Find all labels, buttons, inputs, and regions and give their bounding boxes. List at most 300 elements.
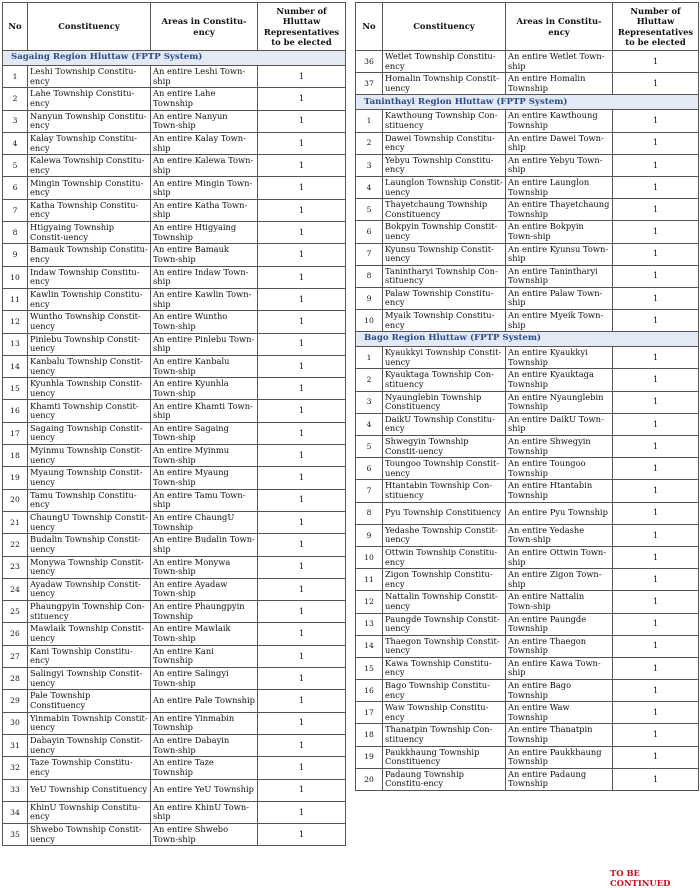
area-cell: An entire Lahe Township: [151, 88, 258, 110]
table-row: [356, 458, 699, 480]
area-cell: An entire Dabayin Town-ship: [151, 734, 258, 756]
row-number: 8: [3, 222, 28, 244]
table-row: [356, 613, 699, 635]
row-number: 9: [356, 524, 383, 546]
reps-cell: 1: [613, 73, 699, 95]
constituency-cell: Palaw Township Constitu-ency: [383, 287, 506, 309]
table-row: [3, 668, 346, 690]
row-number: 7: [356, 243, 383, 265]
row-number: 17: [356, 702, 383, 724]
reps-cell: 1: [613, 436, 699, 458]
constituency-cell: Kalay Township Constitu-ency: [28, 132, 151, 154]
table-row: [356, 154, 699, 176]
constituency-cell: Kanbalu Township Constit-uency: [28, 355, 151, 377]
table-row: [356, 176, 699, 198]
area-cell: An entire Mingin Town-ship: [151, 177, 258, 199]
area-cell: An entire Bago Township: [506, 680, 613, 702]
table-row: [3, 422, 346, 444]
reps-cell: 1: [613, 369, 699, 391]
constituency-cell: Yinmabin Township Constit-uency: [28, 712, 151, 734]
reps-cell: 1: [258, 333, 346, 355]
area-cell: An entire YeU Township: [151, 779, 258, 801]
row-number: 16: [356, 680, 383, 702]
area-cell: An entire Kanbalu Town-ship: [151, 355, 258, 377]
reps-cell: 1: [613, 154, 699, 176]
constituency-cell: Thanatpin Township Con-stituency: [383, 724, 506, 746]
row-number: 15: [356, 657, 383, 679]
header-row: [356, 3, 699, 51]
table-row: [356, 51, 699, 73]
to-be-continued-label: TO BE CONTINUED: [610, 868, 671, 888]
table-row: [356, 73, 699, 95]
table-row: [356, 702, 699, 724]
reps-cell: 1: [258, 445, 346, 467]
row-number: 16: [3, 400, 28, 422]
area-cell: An entire Taze Township: [151, 757, 258, 779]
header-constituency: Constituency: [383, 3, 506, 51]
area-cell: An entire Kyunsu Town-ship: [506, 243, 613, 265]
reps-cell: 1: [258, 511, 346, 533]
area-cell: An entire Waw Township: [506, 702, 613, 724]
reps-cell: 1: [258, 66, 346, 88]
reps-cell: 1: [258, 824, 346, 846]
reps-cell: 1: [258, 690, 346, 712]
row-number: 14: [356, 635, 383, 657]
constituency-cell: Ayadaw Township Constit-uency: [28, 578, 151, 600]
reps-cell: 1: [258, 534, 346, 556]
table-row: [3, 155, 346, 177]
constituency-cell: Launglon Township Constit-uency: [383, 176, 506, 198]
row-number: 28: [3, 668, 28, 690]
table-row: [356, 524, 699, 546]
area-cell: An entire DaikU Town-ship: [506, 413, 613, 435]
reps-cell: 1: [613, 702, 699, 724]
constituency-cell: Waw Township Constitu-ency: [383, 702, 506, 724]
row-number: 33: [3, 779, 28, 801]
area-cell: An entire Kani Township: [151, 645, 258, 667]
table-row: [3, 333, 346, 355]
area-cell: An entire Pinlebu Town-ship: [151, 333, 258, 355]
reps-cell: 1: [613, 546, 699, 568]
area-cell: An entire Myinmu Town-ship: [151, 445, 258, 467]
header-no: No: [356, 3, 383, 51]
table-row: [3, 266, 346, 288]
row-number: 3: [356, 391, 383, 413]
table-row: [356, 502, 699, 524]
table-row: [3, 445, 346, 467]
constituency-cell: Pale Township Constituency: [28, 690, 151, 712]
row-number: 2: [356, 369, 383, 391]
row-number: 9: [3, 244, 28, 266]
constituency-cell: Paungde Township Constit-uency: [383, 613, 506, 635]
row-number: 22: [3, 534, 28, 556]
constituency-cell: Tamu Township Constitu-ency: [28, 489, 151, 511]
reps-cell: 1: [613, 347, 699, 369]
area-cell: An entire Htigyaing Township: [151, 222, 258, 244]
constituency-cell: Kyauktaga Township Con-stituency: [383, 369, 506, 391]
row-number: 18: [3, 445, 28, 467]
constituency-cell: Wetlet Township Constitu-ency: [383, 51, 506, 73]
table-row: [3, 534, 346, 556]
reps-cell: 1: [613, 657, 699, 679]
area-cell: An entire Kawa Town-ship: [506, 657, 613, 679]
reps-cell: 1: [258, 266, 346, 288]
area-cell: An entire Myaung Town-ship: [151, 467, 258, 489]
constituency-cell: Ottwin Township Constitu-ency: [383, 546, 506, 568]
constituency-cell: Pinlebu Township Constit-uency: [28, 333, 151, 355]
table-row: [3, 779, 346, 801]
row-number: 23: [3, 556, 28, 578]
table-row: [356, 746, 699, 768]
area-cell: An entire Yebyu Town-ship: [506, 154, 613, 176]
row-number: 34: [3, 801, 28, 823]
row-number: 13: [356, 613, 383, 635]
row-number: 10: [356, 546, 383, 568]
header-reps: Number of Hluttaw Representatives to be elected: [613, 3, 699, 51]
area-cell: An entire Katha Town-ship: [151, 199, 258, 221]
reps-cell: 1: [613, 287, 699, 309]
table-row: [356, 635, 699, 657]
area-cell: An entire Zigon Town-ship: [506, 569, 613, 591]
row-number: 17: [3, 422, 28, 444]
section-row: [356, 332, 699, 347]
left-table-body: [3, 51, 346, 846]
constituency-cell: Katha Township Constitu-ency: [28, 199, 151, 221]
table-row: [3, 645, 346, 667]
reps-cell: 1: [613, 480, 699, 502]
row-number: 6: [3, 177, 28, 199]
row-number: 14: [3, 355, 28, 377]
area-cell: An entire Wuntho Town-ship: [151, 311, 258, 333]
constituency-cell: Kawlin Township Constitu-ency: [28, 288, 151, 310]
constituency-cell: Homalin Township Constit-uency: [383, 73, 506, 95]
table-row: [356, 347, 699, 369]
reps-cell: 1: [258, 712, 346, 734]
row-number: 2: [356, 132, 383, 154]
row-number: 21: [3, 511, 28, 533]
constituency-cell: Lahe Township Constitu-ency: [28, 88, 151, 110]
reps-cell: 1: [258, 556, 346, 578]
area-cell: An entire Shwegyin Township: [506, 436, 613, 458]
row-number: 8: [356, 265, 383, 287]
area-cell: An entire Ottwin Town-ship: [506, 546, 613, 568]
table-row: [356, 265, 699, 287]
area-cell: An entire Nanyun Town-ship: [151, 110, 258, 132]
area-cell: An entire Shwebo Town-ship: [151, 824, 258, 846]
constituency-cell: Htantabin Township Con-stituency: [383, 480, 506, 502]
header-no: No: [3, 3, 28, 51]
header-reps: Number of Hluttaw Representatives to be elected: [258, 3, 346, 51]
area-cell: An entire Sagaing Town-ship: [151, 422, 258, 444]
constituency-cell: Taze Township Constitu-ency: [28, 757, 151, 779]
row-number: 19: [356, 746, 383, 768]
table-row: [3, 66, 346, 88]
header-constituency: Constituency: [28, 3, 151, 51]
row-number: 1: [356, 110, 383, 132]
table-row: [356, 132, 699, 154]
right-table-body-top: [356, 51, 699, 95]
reps-cell: 1: [613, 391, 699, 413]
section-bago: [356, 332, 699, 347]
row-number: 35: [3, 824, 28, 846]
row-number: 13: [3, 333, 28, 355]
table-row: [356, 569, 699, 591]
row-number: 5: [356, 199, 383, 221]
constituency-cell: Myaik Township Constitu-ency: [383, 310, 506, 332]
area-cell: An entire Kawthoung Township: [506, 110, 613, 132]
reps-cell: 1: [613, 524, 699, 546]
area-cell: An entire Bamauk Town-ship: [151, 244, 258, 266]
area-cell: An entire Myeik Town-ship: [506, 310, 613, 332]
area-cell: An entire Paungde Township: [506, 613, 613, 635]
area-cell: An entire Thanatpin Township: [506, 724, 613, 746]
table-row: [356, 221, 699, 243]
constituency-cell: Paukkhaung Township Constituency: [383, 746, 506, 768]
row-number: 4: [356, 176, 383, 198]
row-number: 27: [3, 645, 28, 667]
table-row: [356, 680, 699, 702]
section-title-taninthayi: Taninthayi Region Hluttaw (FPTP System): [356, 95, 699, 110]
constituency-cell: ChaungU Township Constit-uency: [28, 511, 151, 533]
table-row: [356, 369, 699, 391]
constituency-cell: Kyunsu Township Constit-uency: [383, 243, 506, 265]
table-row: [356, 480, 699, 502]
table-row: [3, 712, 346, 734]
reps-cell: 1: [258, 355, 346, 377]
constituency-cell: Yedashe Township Constit-uency: [383, 524, 506, 546]
reps-cell: 1: [613, 243, 699, 265]
area-cell: An entire Pyu Township: [506, 502, 613, 524]
left-table: [2, 2, 346, 846]
table-row: [3, 757, 346, 779]
reps-cell: 1: [258, 244, 346, 266]
table-row: [3, 288, 346, 310]
reps-cell: 1: [613, 176, 699, 198]
reps-cell: 1: [613, 768, 699, 790]
area-cell: An entire Kalay Town-ship: [151, 132, 258, 154]
row-number: 2: [3, 88, 28, 110]
constituency-cell: DaikU Township Constitu-ency: [383, 413, 506, 435]
area-cell: An entire Palaw Town-ship: [506, 287, 613, 309]
area-cell: An entire Dawei Town-ship: [506, 132, 613, 154]
area-cell: An entire KhinU Town-ship: [151, 801, 258, 823]
table-row: [3, 88, 346, 110]
table-row: [3, 623, 346, 645]
table-row: [3, 222, 346, 244]
reps-cell: 1: [613, 110, 699, 132]
reps-cell: 1: [258, 623, 346, 645]
reps-cell: 1: [613, 199, 699, 221]
area-cell: An entire Tamu Town-ship: [151, 489, 258, 511]
reps-cell: 1: [613, 265, 699, 287]
table-row: [3, 177, 346, 199]
row-number: 31: [3, 734, 28, 756]
constituency-cell: Kyaukkyi Township Constit-uency: [383, 347, 506, 369]
row-number: 12: [3, 311, 28, 333]
area-cell: An entire Launglon Township: [506, 176, 613, 198]
row-number: 8: [356, 502, 383, 524]
table-row: [3, 311, 346, 333]
constituency-cell: Kani Township Constitu-ency: [28, 645, 151, 667]
area-cell: An entire Thaegon Township: [506, 635, 613, 657]
row-number: 20: [356, 768, 383, 790]
reps-cell: 1: [258, 578, 346, 600]
area-cell: An entire Indaw Town-ship: [151, 266, 258, 288]
reps-cell: 1: [258, 132, 346, 154]
area-cell: An entire Nyaunglebin Township: [506, 391, 613, 413]
row-number: 4: [356, 413, 383, 435]
row-number: 19: [3, 467, 28, 489]
area-cell: An entire Mawlaik Town-ship: [151, 623, 258, 645]
constituency-cell: Myaung Township Constit-uency: [28, 467, 151, 489]
row-number: 12: [356, 591, 383, 613]
area-cell: An entire Kalewa Town-ship: [151, 155, 258, 177]
table-row: [356, 436, 699, 458]
reps-cell: 1: [258, 288, 346, 310]
header-areas: Areas in Constitu-ency: [506, 3, 613, 51]
reps-cell: 1: [258, 757, 346, 779]
constituency-cell: Dabayin Township Constit-uency: [28, 734, 151, 756]
row-number: 15: [3, 378, 28, 400]
row-number: 29: [3, 690, 28, 712]
table-row: [3, 110, 346, 132]
row-number: 4: [3, 132, 28, 154]
row-number: 7: [356, 480, 383, 502]
constituency-cell: Nyaunglebin Township Constituency: [383, 391, 506, 413]
reps-cell: 1: [613, 458, 699, 480]
constituency-cell: Mingin Township Constitu-ency: [28, 177, 151, 199]
table-row: [3, 378, 346, 400]
table-row: [3, 511, 346, 533]
constituency-cell: Sagaing Township Constit-uency: [28, 422, 151, 444]
reps-cell: 1: [258, 378, 346, 400]
row-number: 18: [356, 724, 383, 746]
row-number: 37: [356, 73, 383, 95]
table-row: [3, 489, 346, 511]
reps-cell: 1: [258, 177, 346, 199]
constituency-cell: Pyu Township Constituency: [383, 502, 506, 524]
reps-cell: 1: [258, 222, 346, 244]
table-row: [3, 601, 346, 623]
reps-cell: 1: [613, 613, 699, 635]
section-row: [3, 51, 346, 66]
reps-cell: 1: [613, 591, 699, 613]
constituency-cell: Phaungpyin Township Con-stituency: [28, 601, 151, 623]
constituency-cell: Kawthoung Township Con-stituency: [383, 110, 506, 132]
constituency-cell: Thayetchaung Township Constituency: [383, 199, 506, 221]
table-row: [3, 801, 346, 823]
reps-cell: 1: [613, 569, 699, 591]
constituency-cell: Padaung Township Constitu-ency: [383, 768, 506, 790]
constituency-cell: Shwegyin Township Constit-uency: [383, 436, 506, 458]
constituency-cell: YeU Township Constituency: [28, 779, 151, 801]
reps-cell: 1: [258, 422, 346, 444]
constituency-cell: Myinmu Township Constit-uency: [28, 445, 151, 467]
row-number: 20: [3, 489, 28, 511]
area-cell: An entire Kawlin Town-ship: [151, 288, 258, 310]
area-cell: An entire Bokpyin Town-ship: [506, 221, 613, 243]
reps-cell: 1: [613, 51, 699, 73]
area-cell: An entire Yinmabin Township: [151, 712, 258, 734]
constituency-cell: Bamauk Township Constitu-ency: [28, 244, 151, 266]
row-number: 11: [356, 569, 383, 591]
row-number: 30: [3, 712, 28, 734]
constituency-cell: Bago Township Constitu-ency: [383, 680, 506, 702]
constituency-cell: Dawei Township Constitu-ency: [383, 132, 506, 154]
row-number: 10: [356, 310, 383, 332]
area-cell: An entire Htantabin Township: [506, 480, 613, 502]
area-cell: An entire Leshi Town-ship: [151, 66, 258, 88]
constituency-cell: Budalin Township Constit-uency: [28, 534, 151, 556]
area-cell: An entire Wetlet Town-ship: [506, 51, 613, 73]
constituency-cell: KhinU Township Constitu-ency: [28, 801, 151, 823]
constituency-cell: Toungoo Township Constit-uency: [383, 458, 506, 480]
table-row: [356, 310, 699, 332]
reps-cell: 1: [258, 489, 346, 511]
row-number: 6: [356, 458, 383, 480]
table-row: [356, 546, 699, 568]
section-title-bago: Bago Region Hluttaw (FPTP System): [356, 332, 699, 347]
table-row: [3, 400, 346, 422]
table-row: [356, 287, 699, 309]
area-cell: An entire Monywa Town-ship: [151, 556, 258, 578]
reps-cell: 1: [613, 746, 699, 768]
area-cell: An entire Ayadaw Town-ship: [151, 578, 258, 600]
row-number: 25: [3, 601, 28, 623]
area-cell: An entire Khamti Town-ship: [151, 400, 258, 422]
table-row: [356, 199, 699, 221]
reps-cell: 1: [258, 801, 346, 823]
right-table: [355, 2, 699, 791]
row-number: 11: [3, 288, 28, 310]
reps-cell: 1: [258, 199, 346, 221]
constituency-cell: Bokpyin Township Constit-uency: [383, 221, 506, 243]
table-row: [3, 734, 346, 756]
constituency-cell: Salingyi Township Constit-uency: [28, 668, 151, 690]
row-number: 32: [3, 757, 28, 779]
reps-cell: 1: [258, 110, 346, 132]
table-row: [3, 824, 346, 846]
reps-cell: 1: [258, 88, 346, 110]
constituency-cell: Tanintharyi Township Con-stituency: [383, 265, 506, 287]
row-number: 1: [3, 66, 28, 88]
reps-cell: 1: [258, 311, 346, 333]
row-number: 5: [356, 436, 383, 458]
constituency-cell: Indaw Township Constitu-ency: [28, 266, 151, 288]
table-row: [356, 591, 699, 613]
constituency-cell: Htigyaing Township Constit-uency: [28, 222, 151, 244]
constituency-cell: Yebyu Township Constitu-ency: [383, 154, 506, 176]
constituency-cell: Shwebo Township Constit-uency: [28, 824, 151, 846]
reps-cell: 1: [613, 221, 699, 243]
left-column: [2, 2, 345, 846]
area-cell: An entire Yedashe Town-ship: [506, 524, 613, 546]
constituency-cell: Leshi Township Constitu-ency: [28, 66, 151, 88]
header-areas: Areas in Constitu-ency: [151, 3, 258, 51]
constituency-cell: Mawlaik Township Constit-uency: [28, 623, 151, 645]
table-row: [356, 110, 699, 132]
constituency-cell: Monywa Township Constit-uency: [28, 556, 151, 578]
constituency-cell: Thaegon Township Constit-uency: [383, 635, 506, 657]
table-row: [3, 199, 346, 221]
constituency-cell: Nattalin Township Constit-uency: [383, 591, 506, 613]
area-cell: An entire Budalin Town-ship: [151, 534, 258, 556]
constituency-cell: Kalewa Township Constitu-ency: [28, 155, 151, 177]
row-number: 3: [3, 110, 28, 132]
area-cell: An entire Toungoo Township: [506, 458, 613, 480]
area-cell: An entire Pale Township: [151, 690, 258, 712]
constituency-cell: Khamti Township Constit-uency: [28, 400, 151, 422]
